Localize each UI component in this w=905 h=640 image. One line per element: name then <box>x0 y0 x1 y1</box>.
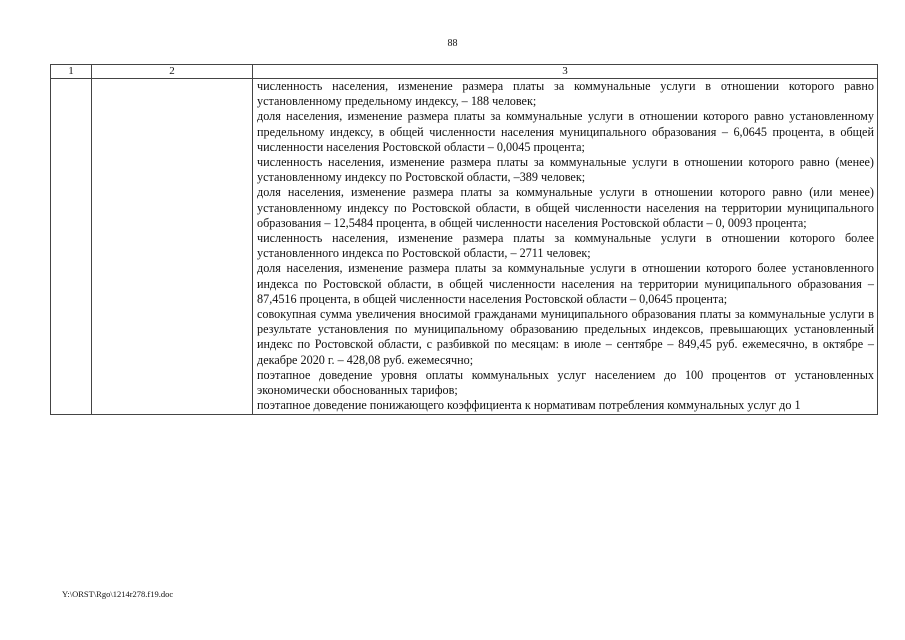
cell-col-1 <box>51 79 92 415</box>
paragraph: численность населения, изменение размера платы за коммунальные услуги в отношении которого более установленного индекса по Ростовской области, – 2711 человек; <box>257 231 874 261</box>
paragraph: совокупная сумма увеличения вносимой гражданами муниципального образования платы за коммунальные услуги в результате установления по муниципальному образованию предельных индексов, превышающих установленный индекс по Ростовской области, с разбивкой по месяцам: в июле – сентябре – 849,45 руб. ежемесячно, в октябре – декабре 2020 г. – 428,08 руб. ежемесячно; <box>257 307 874 367</box>
paragraph: поэтапное доведение уровня оплаты коммунальных услуг населением до 100 процентов от установленных экономически обоснованных тарифов; <box>257 367 874 398</box>
paragraph: численность населения, изменение размера платы за коммунальные услуги в отношении которого равно (менее) установленному индексу по Ростовской области, –389 человек; <box>257 155 874 185</box>
table-header-row <box>51 65 878 79</box>
table-row <box>51 79 878 415</box>
column-header-1: 1 <box>51 65 92 79</box>
footer-file-path: Y:\ORST\Rgo\1214r278.f19.doc <box>62 589 174 599</box>
paragraph: доля населения, изменение размера платы за коммунальные услуги в отношении которого равно установленному предельному индексу, в общей численности населения муниципального образования – 6,0645 процента, в общей численности населения Ростовской области – 0,0045 процента; <box>257 109 874 154</box>
paragraph: доля населения, изменение размера платы за коммунальные услуги в отношении которого равно (или менее) установленному индексу по Ростовской области, в общей численности населения на территории муниципального образования – 12,5484 процента, в общей численности населения Ростовской области – 0, 0093 процента; <box>257 185 874 230</box>
paragraph: численность населения, изменение размера платы за коммунальные услуги в отношении которого равно установленному предельному индексу, – 188 человек; <box>257 79 874 109</box>
paragraph: доля населения, изменение размера платы за коммунальные услуги в отношении которого более установленного индекса по Ростовской области, в общей численности населения на территории муниципального образования – 87,4516 процента, в общей численности населения Ростовской области – 0,0645 процента; <box>257 261 874 306</box>
content-table <box>50 64 878 415</box>
column-header-2: 2 <box>92 65 253 79</box>
cell-col-3 <box>253 79 878 415</box>
column-header-3: 3 <box>253 65 878 79</box>
cell-col-2 <box>92 79 253 415</box>
paragraph: поэтапное доведение понижающего коэффициента к нормативам потребления коммунальных услуг до 1 <box>257 398 801 413</box>
page-number: 88 <box>447 38 458 49</box>
